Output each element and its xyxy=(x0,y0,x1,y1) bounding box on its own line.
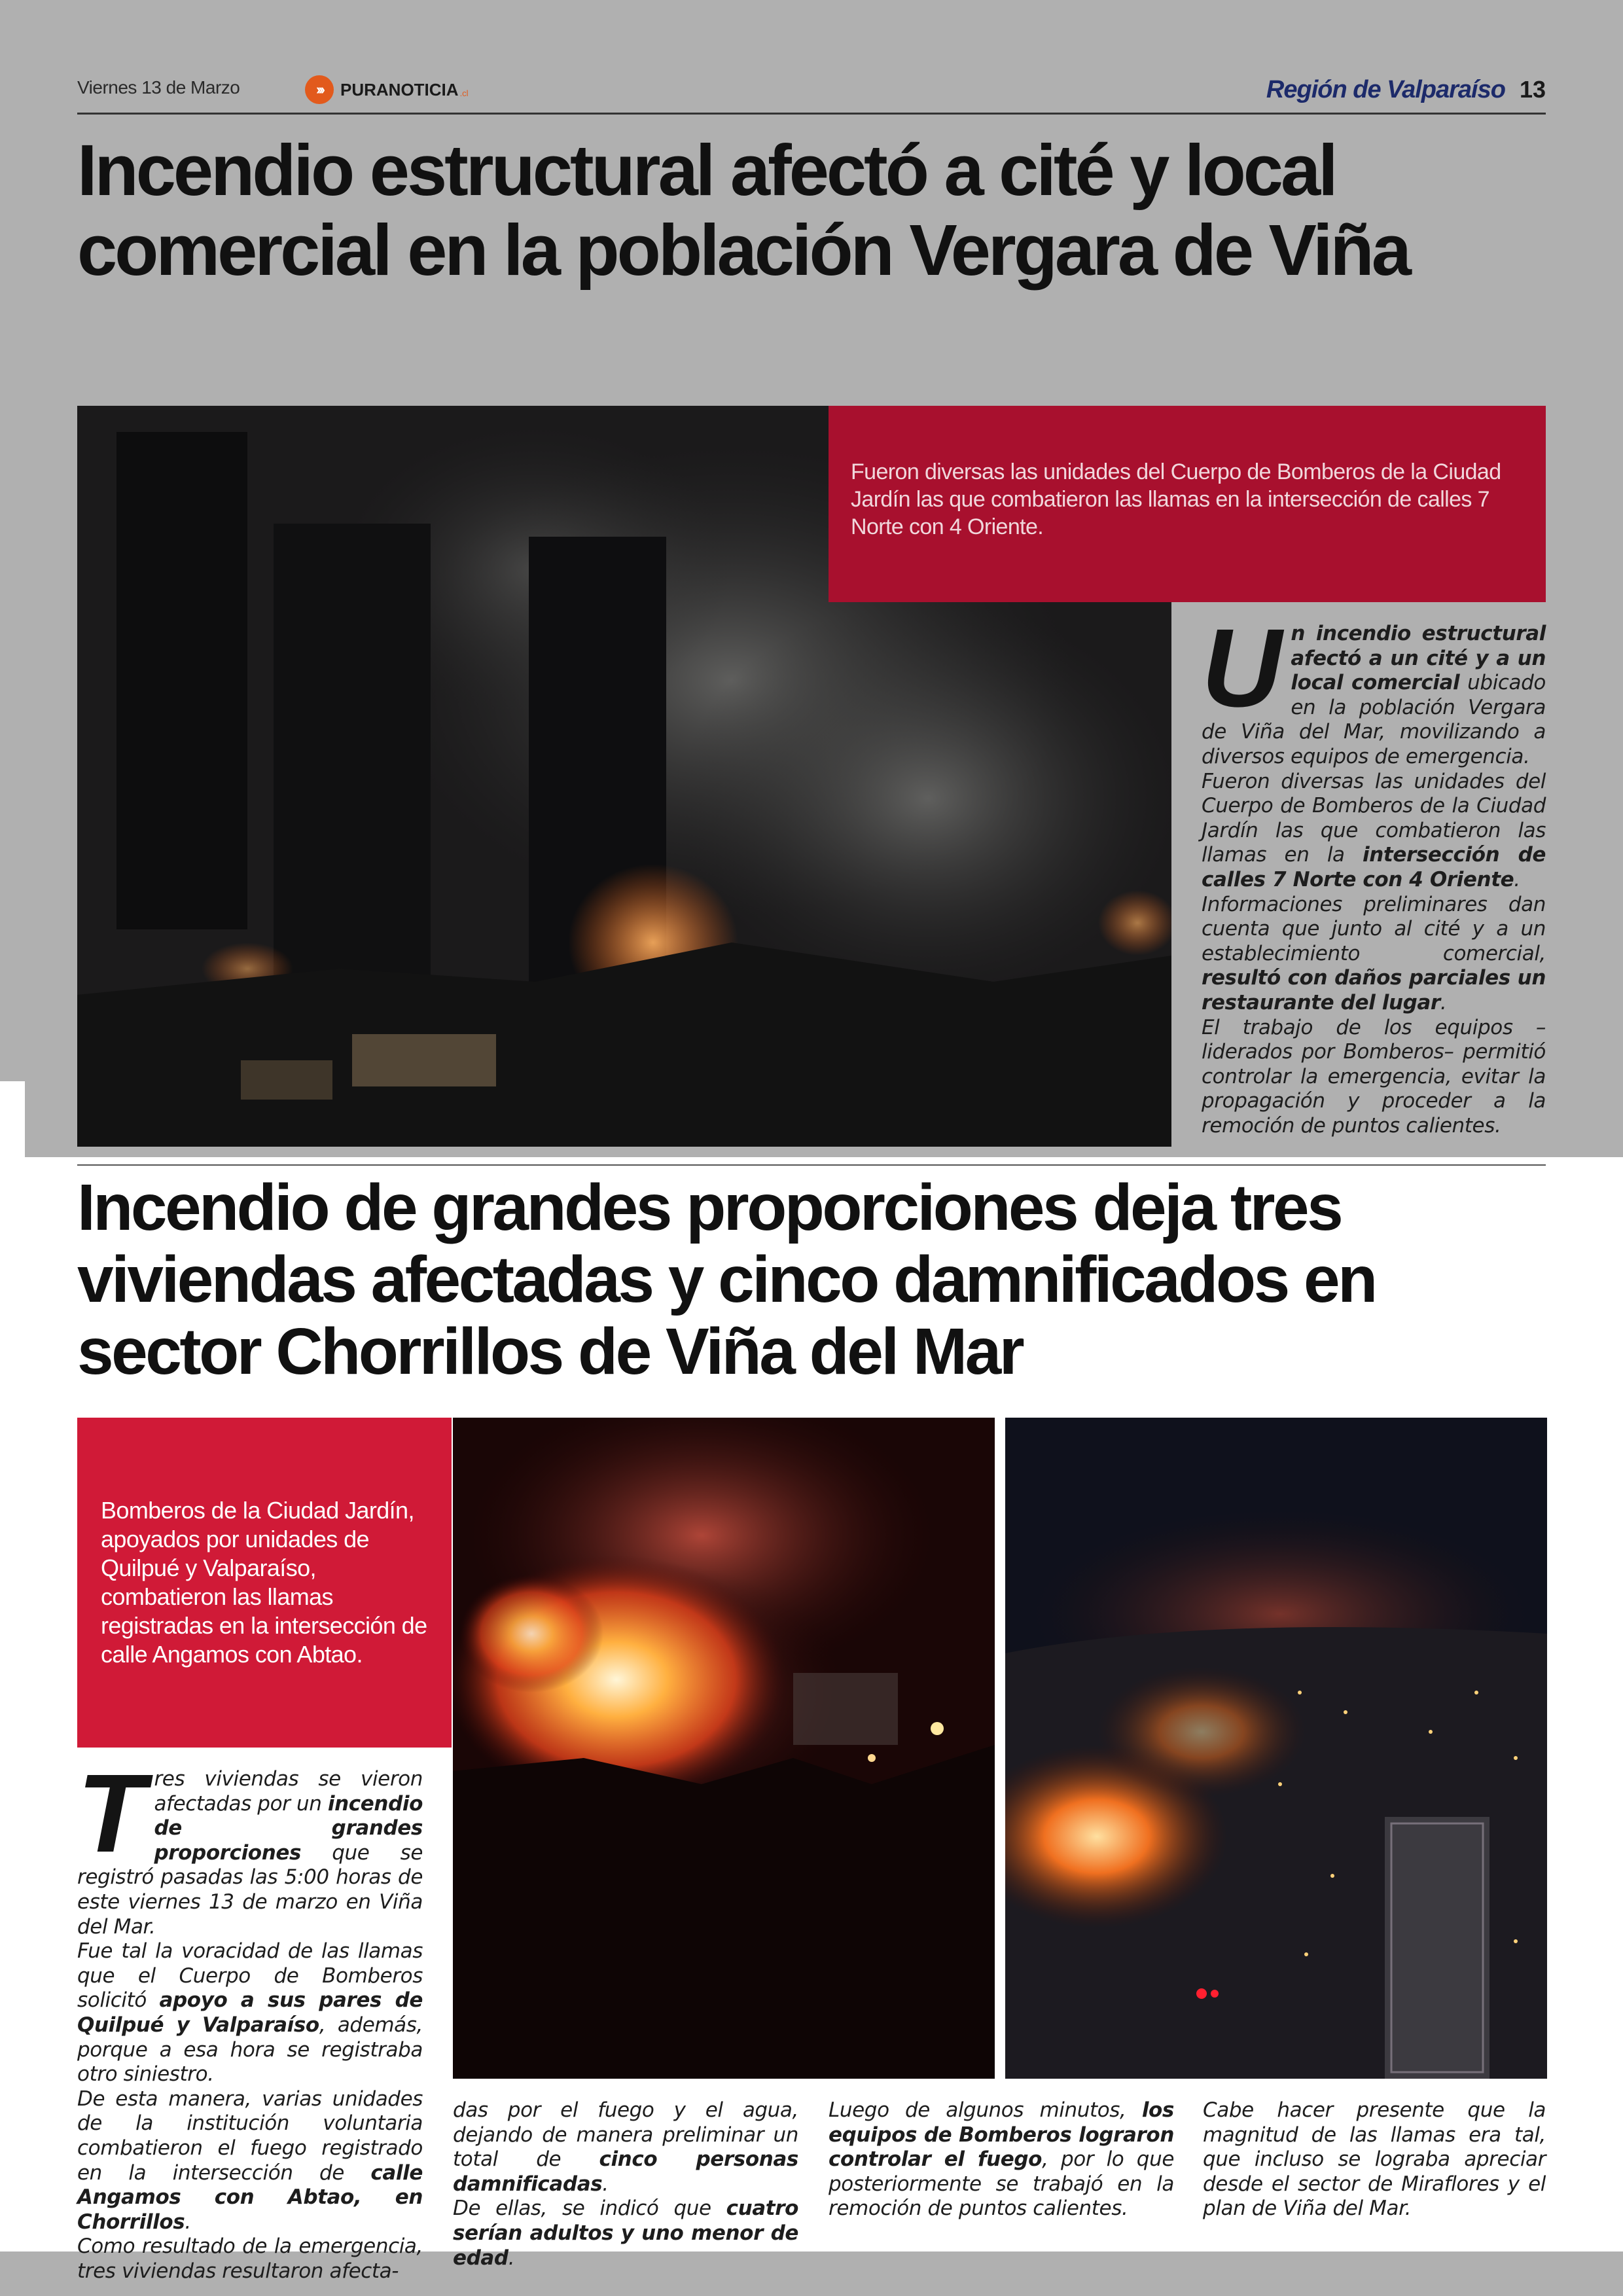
story1-caption-box xyxy=(829,406,1546,602)
text-run: calle Angamos con Abtao, en Chorrillos xyxy=(77,2161,423,2234)
page-number: 13 xyxy=(1519,76,1546,103)
story2-paragraph: Como resultado de la emergencia, tres viviendas resultaron afecta- xyxy=(77,2234,423,2283)
story1-dropcap: U xyxy=(1202,606,1282,730)
text-run: los equipos de Bomberos lograron controlar el fuego xyxy=(829,2098,1174,2172)
story2-fire-photo-closeup xyxy=(453,1418,995,2079)
story1-body xyxy=(1202,606,1546,1138)
story2-paragraph xyxy=(77,2087,423,2235)
text-run: De esta manera, varias unidades de la institución voluntaria combatieron el fuego registrado en la intersección de xyxy=(77,2087,423,2185)
text-run: . xyxy=(508,2246,515,2270)
issue-date: Viernes 13 de Marzo xyxy=(77,77,240,98)
text-run: das por el fuego y el agua, dejando de manera preliminar un total de xyxy=(453,2098,798,2172)
story2-body-col2 xyxy=(453,2098,798,2270)
story2-fire-photo-distance xyxy=(1005,1418,1547,2079)
story2-paragraph xyxy=(77,1939,423,2087)
text-run: Fueron diversas las unidades del Cuerpo de Bomberos de la Ciudad Jardín las que combatieron las llamas en la xyxy=(1202,769,1546,867)
text-run: Fue tal la voracidad de las llamas que el Cuerpo de Bomberos solicitó xyxy=(77,1939,423,2013)
section-header xyxy=(1266,76,1546,104)
text-run: intersección de calles 7 Norte con 4 Oriente xyxy=(1202,843,1546,891)
logo-arrows-icon: ››› xyxy=(305,75,334,104)
story2-body-col1 xyxy=(77,1751,423,2284)
city-night-fire-illustration xyxy=(1005,1418,1547,2079)
story2-paragraph xyxy=(453,2098,798,2197)
text-run: . xyxy=(1514,867,1520,891)
story2-body-col4 xyxy=(1203,2098,1546,2221)
text-run: cuatro serían adultos y uno menor de edad xyxy=(453,2197,798,2270)
story1-paragraph xyxy=(1202,893,1546,1016)
page-edge xyxy=(0,1081,25,1160)
story2-caption: Bomberos de la Ciudad Jardín, apoyados por unidades de Quilpué y Valparaíso, combatieron las llamas registradas en la intersección de calle Angamos con Abtao. xyxy=(101,1497,427,1668)
text-run: incendio estructural afectó a un cité y a un local comercial xyxy=(1291,622,1546,695)
text-run: res viviendas se vieron afectadas por un xyxy=(154,1767,423,1816)
text-run: De ellas, se indicó que xyxy=(453,2197,726,2221)
text-run: incendio de grandes proporciones xyxy=(154,1791,423,1865)
text-run: que se registró pasadas las 5:00 horas de este viernes 13 de marzo en Viña del Mar. xyxy=(77,1840,423,1939)
logo-suffix: .cl xyxy=(459,88,469,98)
logo-text: PURANOTICIA xyxy=(340,79,459,99)
text-run: n xyxy=(1291,622,1316,645)
story1-headline: Incendio estructural afectó a cité y local comercial en la población Vergara de Viña xyxy=(77,130,1409,291)
story1-caption: Fueron diversas las unidades del Cuerpo de Bomberos de la Ciudad Jardín las que combatieron las llamas en la intersección de calles 7 Norte con 4 Oriente. xyxy=(851,459,1501,539)
story-divider xyxy=(77,1164,1546,1166)
text-run: resultó con daños parciales un restaurante del lugar xyxy=(1202,966,1546,1014)
text-run: apoyo a sus pares de Quilpué y Valparaíso xyxy=(77,1988,423,2037)
text-run: . xyxy=(1440,990,1447,1014)
story2-dropcap: T xyxy=(77,1751,145,1876)
hillside-fire-illustration xyxy=(453,1418,995,2079)
header-rule xyxy=(77,113,1546,115)
story2-paragraph xyxy=(453,2197,798,2270)
text-run: , por lo que posteriormente se trabajó en la remoción de puntos calientes. xyxy=(829,2147,1174,2221)
text-run: Informaciones preliminares dan cuenta que junto al cité y a un establecimiento comercial, xyxy=(1202,892,1546,965)
story2-caption-box xyxy=(77,1418,452,1748)
story2-paragraph xyxy=(829,2098,1174,2221)
text-run: ubicado en la población Vergara de Viña del Mar, movilizando a diversos equipos de emergencia. xyxy=(1202,671,1546,768)
section-name: Región de Valparaíso xyxy=(1266,76,1505,103)
puranoticia-logo xyxy=(305,75,469,105)
text-run: . xyxy=(185,2210,191,2234)
story1-paragraph xyxy=(1202,770,1546,893)
text-run: Luego de algunos minutos, xyxy=(829,2098,1142,2122)
story2-body-col3 xyxy=(829,2098,1174,2221)
story1-paragraph: El trabajo de los equipos –liderados por Bomberos– permitió controlar la emergencia, evitar la propagación y proceder a la remoción de puntos calientes. xyxy=(1202,1015,1546,1138)
story2-paragraph: Cabe hacer presente que la magnitud de las llamas era tal, que incluso se lograba apreciar desde el sector de Miraflores y el plan de Viña del Mar. xyxy=(1203,2098,1546,2221)
text-run: , además, porque a esa hora se registraba otro siniestro. xyxy=(77,2013,423,2087)
story2-headline: Incendio de grandes proporciones deja tres viviendas afectadas y cinco damnificados en sector Chorrillos de Viña del Mar xyxy=(77,1171,1376,1388)
text-run: . xyxy=(602,2172,609,2196)
text-run: cinco personas damnificadas xyxy=(453,2147,798,2196)
